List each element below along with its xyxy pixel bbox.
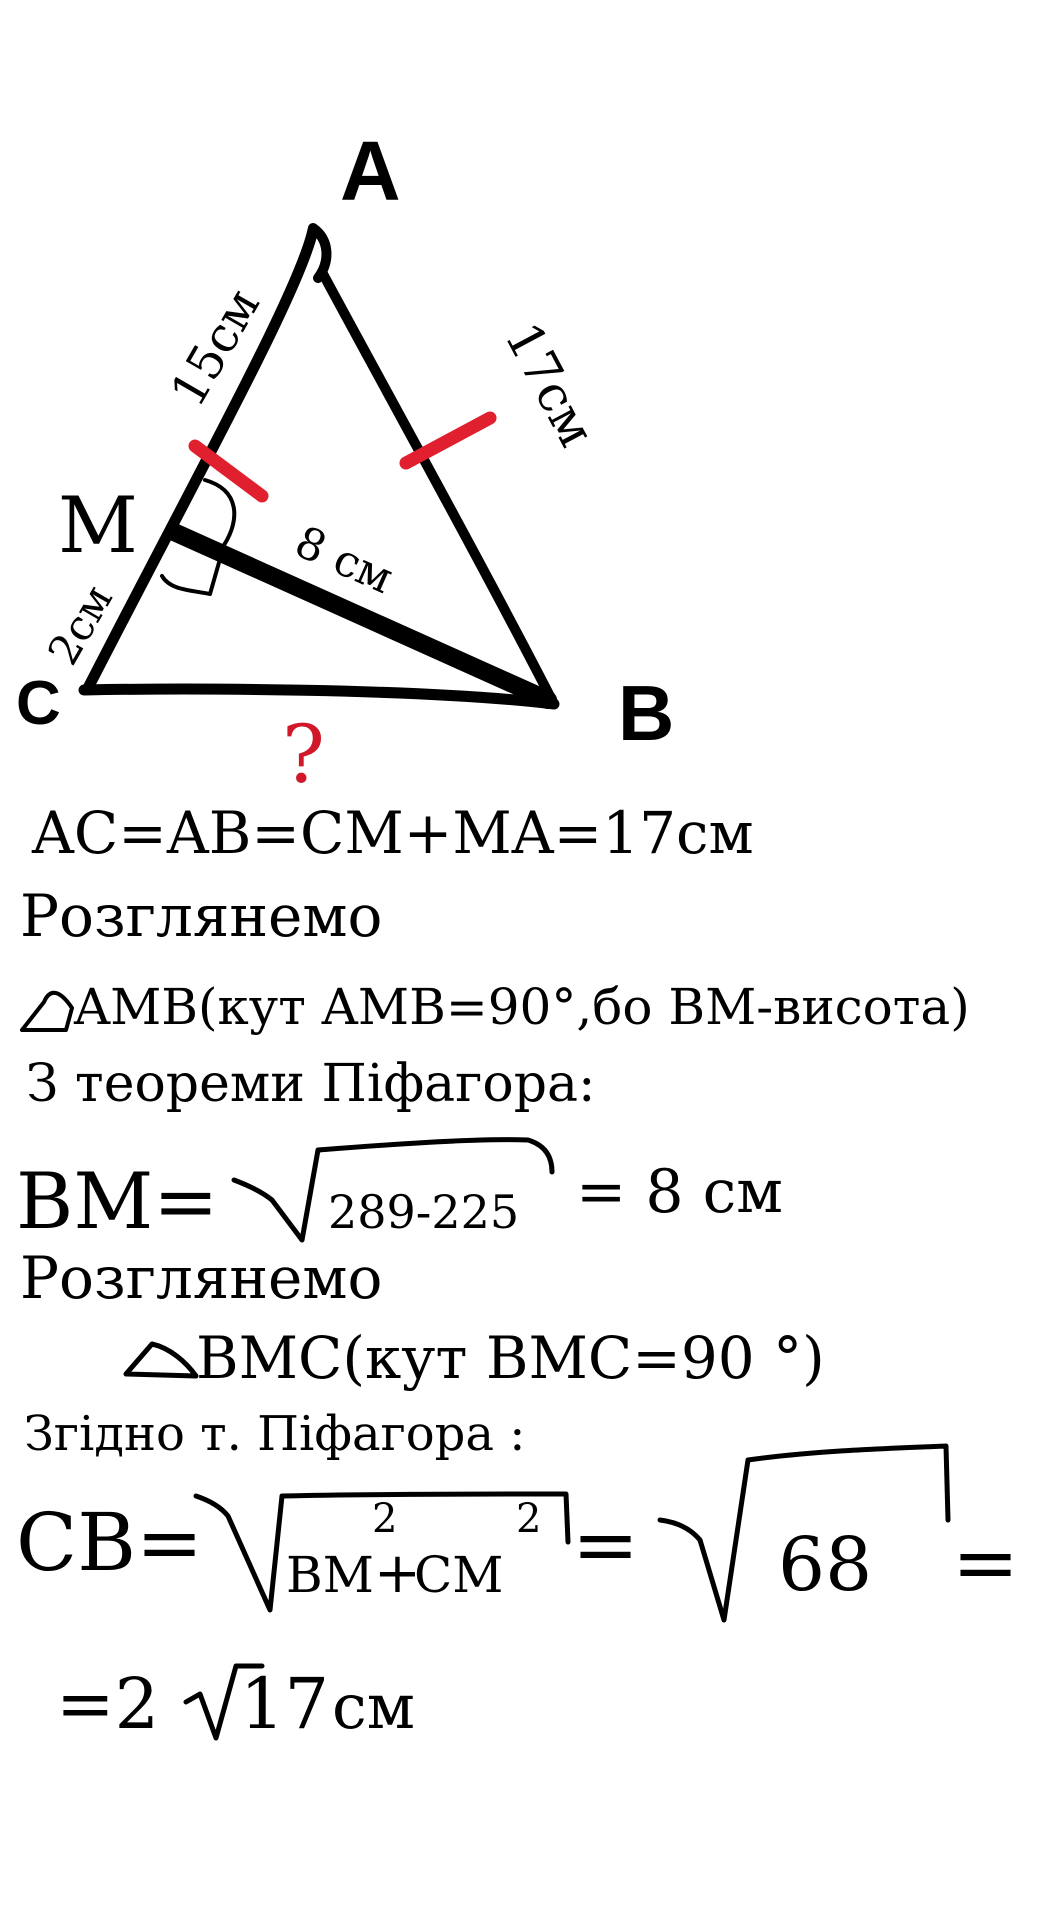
formula-cb-exponent-a: 2 <box>372 1496 398 1542</box>
formula-result <box>56 1663 415 1745</box>
solution-line-2: Розглянемо <box>20 882 383 950</box>
cm-length-label: 2см <box>38 576 123 673</box>
solution-line-3: AMB(кут AMB=90°,бо BM-висота) <box>74 978 970 1036</box>
triangle-diagram <box>84 228 554 704</box>
formula-bm <box>16 1140 783 1247</box>
formula-result-prefix: =2 <box>56 1663 160 1745</box>
formula-cb-term-a: BM <box>286 1546 374 1604</box>
triangle-symbol-icon-2 <box>126 1344 196 1376</box>
triangle-symbol-icon <box>22 993 72 1030</box>
solution-line-7: BMC(кут BMC=90 °) <box>196 1324 825 1392</box>
side-cb <box>84 689 554 704</box>
formula-result-radicand: 17 <box>240 1663 330 1745</box>
formula-cb <box>16 1446 1019 1620</box>
formula-cb-plus: + <box>374 1541 421 1606</box>
formula-bm-radicand: 289-225 <box>328 1185 520 1239</box>
vertex-m-label: M <box>58 481 138 571</box>
vertex-c-label: C <box>16 669 61 738</box>
formula-cb-eq1: = <box>572 1498 640 1591</box>
vertex-a-label: A <box>340 124 401 218</box>
formula-bm-rhs: = 8 см <box>576 1157 783 1227</box>
solution-line-1: AC=AB=CM+MA=17см <box>32 799 754 867</box>
formula-cb-eq2: = <box>952 1516 1020 1609</box>
vertex-b-label: B <box>618 669 675 757</box>
unknown-side-label: ? <box>282 708 325 801</box>
bm-length-label: 8 см <box>287 516 401 605</box>
side-ac <box>88 230 313 688</box>
formula-cb-radicand-2: 68 <box>778 1522 873 1608</box>
am-length-label: 15см <box>159 279 272 416</box>
solution-line-8: Згідно т. Піфагора : <box>24 1406 526 1462</box>
solution-line-4: З теореми Піфагора: <box>26 1054 596 1114</box>
formula-cb-exponent-b: 2 <box>516 1496 542 1542</box>
ab-length-label: 17см <box>493 313 606 456</box>
solution-line-6: Розглянемо <box>20 1244 383 1312</box>
formula-cb-term-b: CM <box>414 1546 504 1604</box>
formula-result-unit: см <box>332 1670 415 1743</box>
equal-side-ticks <box>195 418 490 496</box>
formula-bm-lhs: BM= <box>16 1157 219 1247</box>
formula-cb-lhs: CB= <box>16 1496 204 1589</box>
